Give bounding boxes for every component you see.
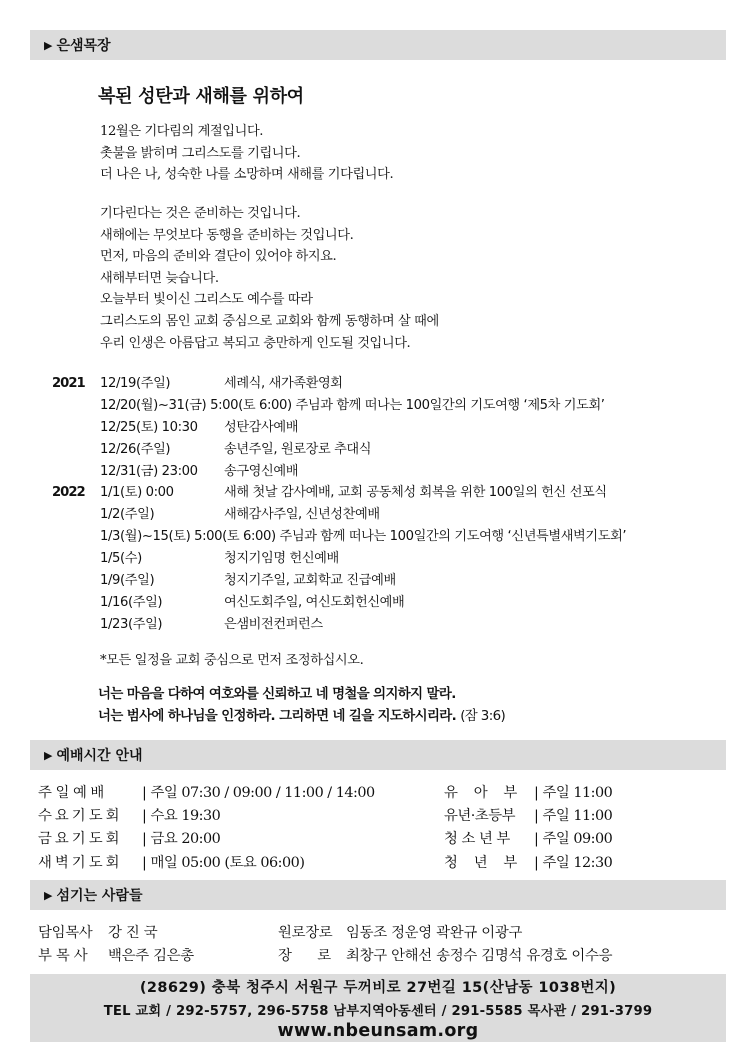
schedule-date: 1/5(수): [100, 551, 142, 567]
schedule-event: 새해감사주일, 신년성찬예배: [224, 507, 380, 523]
schedule-event: 송구영신예배: [224, 463, 299, 479]
schedule-event: 세례식, 새가족환영회: [224, 376, 343, 391]
schedule-event: 청지기임명 헌신예배: [224, 551, 339, 567]
triangle-right-icon: ▶: [44, 888, 53, 902]
worship-time: 주일 12:30: [542, 854, 613, 871]
worship-label: 금요기도회: [38, 831, 123, 848]
worship-times-right: [444, 782, 612, 875]
paragraph-line: 우리 인생은 아름답고 복되고 충만하게 인도될 것입니다.: [100, 335, 411, 351]
verse-reference: (잠 3:6): [460, 709, 506, 724]
article-title: 복된 성탄과 새해를 위하여: [98, 86, 304, 107]
worship-time: 수요 19:30: [150, 808, 221, 825]
worship-row: 유년·초등부 | 주일 11:00: [444, 805, 612, 828]
schedule-event: 새해 첫날 감사예배, 교회 공동체성 회복을 위한 100일의 헌신 선포식: [224, 485, 607, 501]
worship-label: 주 일 예 배: [38, 785, 104, 801]
worship-label: 청 년 부: [444, 854, 517, 871]
worship-row: 금요기도회 | 금요 20:00: [38, 828, 375, 851]
worship-time: 매일 05:00 (토요 06:00): [150, 854, 305, 871]
worship-row: 새벽기도회 | 매일 05:00 (토요 06:00): [38, 852, 375, 875]
schedule-date: 1/1(토) 0:00: [100, 485, 174, 501]
worship-time: 주일 09:00: [542, 831, 613, 848]
worship-times-left: [38, 782, 375, 875]
schedule-full: 1/3(월)~15(토) 5:00(토 6:00) 주님과 함께 떠나는 100일간의 기도여행 ‘신년특별새벽기도회’: [100, 529, 627, 545]
triangle-right-icon: ▶: [44, 748, 53, 762]
paragraph-line: 그리스도의 몸인 교회 중심으로 교회와 함께 동행하며 살 때에: [100, 313, 439, 329]
staff-right: [278, 922, 612, 968]
section-header-worship: [30, 740, 726, 770]
worship-label: 새벽기도회: [38, 854, 123, 871]
schedule-date: 12/31(금) 23:00: [100, 463, 198, 479]
staff-role: 부 목 사: [38, 948, 88, 964]
staff-row: [38, 922, 194, 945]
worship-row: 청 소 년 부 | 주일 09:00: [444, 828, 612, 851]
schedule-date: 12/26(주일): [100, 441, 171, 457]
paragraph-line: 새해부터면 늦습니다.: [100, 270, 219, 286]
schedule-event: 성탄감사예배: [224, 419, 299, 435]
verse-line: 너는 범사에 하나님을 인정하라. 그리하면 네 길을 지도하시리라.: [98, 709, 457, 724]
schedule-event: 청지기주일, 교회학교 진급예배: [224, 573, 396, 589]
worship-label: 유년·초등부: [444, 808, 516, 825]
paragraph-line: 기다린다는 것은 준비하는 것입니다.: [100, 206, 301, 221]
paragraph-line: 먼저, 마음의 준비와 결단이 있어야 하지요.: [100, 249, 337, 265]
paragraph-line: 새해에는 무엇보다 동행을 준비하는 것입니다.: [100, 227, 354, 243]
schedule-date: 1/9(주일): [100, 573, 155, 589]
paragraph-1: [100, 121, 393, 186]
staff-row: [38, 945, 194, 968]
worship-row: 유 아 부 | 주일 11:00: [444, 782, 612, 805]
worship-label: 수요기도회: [38, 808, 123, 825]
staff-row: [278, 945, 612, 968]
section-header-pastoral: [30, 30, 726, 60]
schedule-date: 1/2(주일): [100, 507, 155, 523]
schedule-note: *모든 일정을 교회 중심으로 먼저 조정하십시오.: [100, 653, 364, 668]
worship-label: 청 소 년 부: [444, 831, 510, 848]
worship-row: 청 년 부 | 주일 12:30: [444, 852, 612, 875]
verse-line: 너는 마음을 다하여 여호와를 신뢰하고 네 명철을 의지하지 말라.: [98, 687, 456, 702]
schedule-year: 2021: [52, 376, 85, 391]
staff-names: 임동조 정운영 곽완규 이광구: [346, 925, 523, 941]
schedule-date: 12/25(토) 10:30: [100, 419, 198, 435]
worship-row: 수요기도회 | 수요 19:30: [38, 805, 375, 828]
worship-time: 주일 11:00: [542, 808, 613, 825]
staff-role: 담임목사: [38, 925, 93, 941]
worship-time: 주일 07:30 / 09:00 / 11:00 / 14:00: [150, 785, 375, 801]
staff-role: 장 로: [278, 948, 331, 964]
schedule-event: 송년주일, 원로장로 추대식: [224, 441, 372, 457]
verse-line-2: [98, 706, 505, 728]
paragraph-line: 촛불을 밝히며 그리스도를 기립니다.: [100, 145, 301, 161]
footer-address: (28629) 충북 청주시 서원구 두꺼비로 27번길 15(산남동 1038번지): [139, 980, 617, 996]
staff-names: 최창구 안해선 송정수 김명석 유경호 이수응: [346, 948, 613, 964]
footer-website[interactable]: www.nbeunsam.org: [277, 1021, 479, 1041]
footer-phones: TEL 교회 / 292-5757, 296-5758 남부지역아동센터 / 291-5585 목사관 / 291-3799: [103, 1004, 653, 1019]
staff-names: 강 진 국: [108, 925, 158, 941]
section-title: 섬기는 사람들: [56, 888, 143, 904]
triangle-right-icon: ▶: [44, 38, 53, 52]
schedule-date: 12/19(주일): [100, 376, 171, 391]
schedule-full: 12/20(월)~31(금) 5:00(토 6:00) 주님과 함께 떠나는 100일간의 기도여행 ‘제5차 기도회’: [100, 397, 605, 413]
church-footer: [30, 974, 726, 1042]
section-title: 예배시간 안내: [56, 748, 143, 764]
schedule-event: 여신도회주일, 여신도회헌신예배: [224, 594, 405, 610]
staff-role: 원로장로: [278, 925, 333, 941]
worship-label: 유 아 부: [444, 785, 517, 801]
section-title: 은샘목장: [56, 38, 111, 54]
bible-verse: [98, 684, 505, 728]
staff-names: 백은주 김은총: [108, 948, 194, 964]
paragraph-2: [100, 203, 439, 354]
paragraph-line: 더 나은 나, 성숙한 나를 소망하며 새해를 기다립니다.: [100, 167, 394, 183]
schedule-date: 1/16(주일): [100, 594, 163, 610]
schedule-event: 은샘비전컨퍼런스: [224, 616, 323, 632]
schedule-year: 2022: [52, 485, 85, 501]
worship-time: 주일 11:00: [542, 785, 613, 801]
paragraph-line: 오늘부터 빛이신 그리스도 예수를 따라: [100, 292, 313, 308]
section-header-staff: [30, 880, 726, 910]
worship-row: 주 일 예 배 | 주일 07:30 / 09:00 / 11:00 / 14:00: [38, 782, 375, 805]
worship-time: 금요 20:00: [150, 831, 221, 848]
schedule-date: 1/23(주일): [100, 616, 163, 632]
staff-left: [38, 922, 194, 968]
staff-row: [278, 922, 612, 945]
paragraph-line: 12월은 기다림의 계절입니다.: [100, 124, 264, 139]
